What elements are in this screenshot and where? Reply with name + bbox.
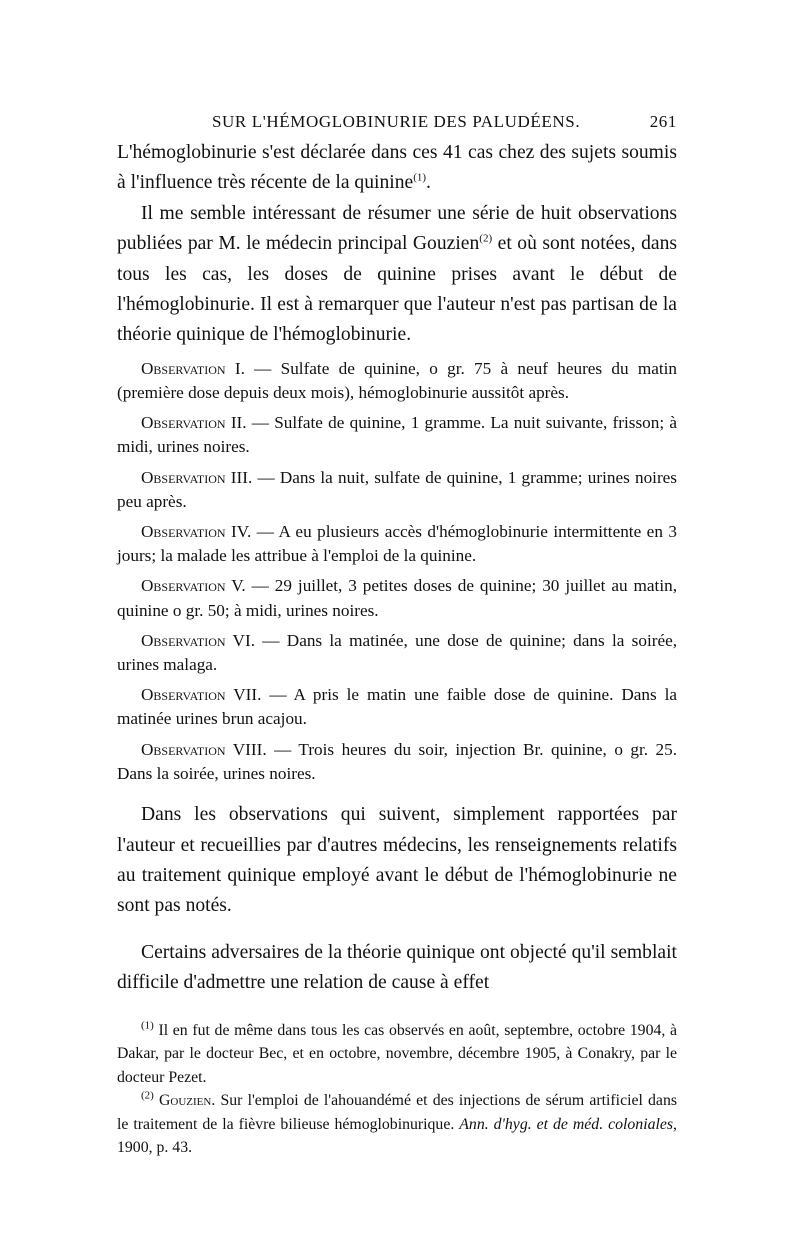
paragraph-1: L'hémoglobinurie s'est déclarée dans ces 41 cas chez des sujets soumis à l'influence très récente de la quinine$^{(1)}$.	[117, 142, 677, 194]
footnote-mark-2: (2)	[141, 1089, 154, 1102]
observations-list	[117, 357, 677, 786]
footnote-2: $^{(2)}$ Gouzien. Sur l'emploi de l'ahouandémé et des injections de sérum artificiel dans le traitement de la fièvre bilieuse hémoglobinurique. Ann. d'hyg. et de méd. coloniales, 1900, p. 43.	[117, 1089, 677, 1157]
observation-4: Observation IV. — A eu plusieurs accès d'hémoglobinurie intermittente en 3 jours; la malade les attribue à l'emploi de la quinine.	[117, 522, 677, 566]
page-number: 261	[649, 112, 677, 131]
paragraph-2: Il me semble intéressant de résumer une série de huit observations publiées par M. le médecin principal Gouzien$^{(2)}$ et où sont notées, dans tous les cas, les doses de quinine prises avant le début de l'hémoglobinurie. Il est à remarquer que l'auteur n'est pas partisan de la théorie quinique de l'hémoglobinurie.	[117, 202, 677, 346]
observation-8: Observation VIII. — Trois heures du soir, injection Br. quinine, o gr. 25. Dans la soirée, urines noires.	[117, 739, 677, 783]
paragraph-3: Dans les observations qui suivent, simplement rapportées par l'auteur et recueillies par d'autres médecins, les renseignements relatifs au traitement quinique employé avant le début de l'hémoglobinurie ne sont pas notés.	[117, 804, 677, 917]
footnote-mark-1: (1)	[141, 1019, 154, 1032]
observation-6: Observation VI. — Dans la matinée, une dose de quinine; dans la soirée, urines malaga.	[117, 630, 677, 675]
journal-title: Ann. d'hyg. et de méd. coloniales	[459, 1115, 674, 1133]
observation-7: Observation VII. — A pris le matin une faible dose de quinine. Dans la matinée urines brun acajou.	[117, 685, 678, 729]
footnotes	[117, 1019, 677, 1160]
running-title: SUR L'HÉMOGLOBINURIE DES PALUDÉENS.	[212, 112, 581, 131]
footnote-ref-1[interactable]: (1)	[413, 171, 427, 184]
running-header	[212, 112, 677, 138]
observation-1: Observation I. — Sulfate de quinine, o gr. 75 à neuf heures du matin (première dose depuis deux mois), hémoglobinurie aussitôt après.	[117, 358, 677, 403]
observation-5: Observation V. — 29 juillet, 3 petites doses de quinine; 30 juillet au matin, quinine o gr. 50; à midi, urines noires.	[117, 576, 677, 620]
paragraph-4: Certains adversaires de la théorie quinique ont objecté qu'il semblait difficile d'admettre une relation de cause à effet	[117, 941, 677, 994]
footnote-1: $^{(1)}$ Il en fut de même dans tous les cas observés en août, septembre, octobre 1904, à Dakar, par le docteur Bec, et en octobre, novembre, décembre 1905, à Conakry, par le docteur Pezet.	[117, 1019, 677, 1086]
footnote-ref-2[interactable]: (2)	[479, 232, 493, 245]
observation-2: Observation II. — Sulfate de quinine, 1 gramme. La nuit suivante, frisson; à midi, urines noires.	[117, 413, 677, 457]
page	[117, 112, 677, 1160]
observation-3: Observation III. — Dans la nuit, sulfate de quinine, 1 gramme; urines noires peu après.	[117, 467, 677, 511]
